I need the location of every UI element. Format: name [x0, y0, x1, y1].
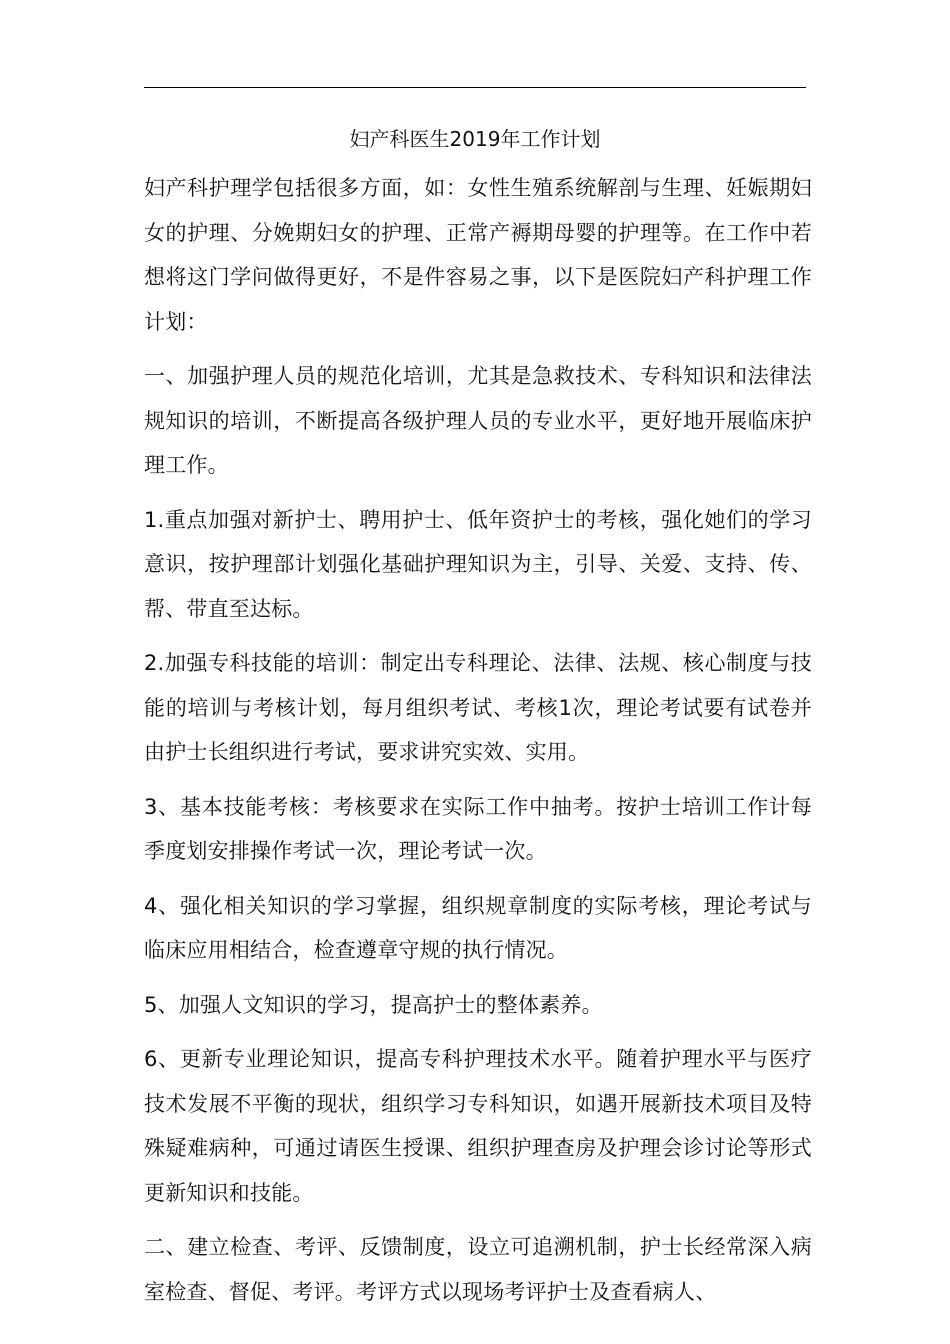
header-rule	[144, 87, 806, 88]
paragraph-item-4: 4、强化相关知识的学习掌握，组织规章制度的实际考核，理论考试与临床应用相结合，检查遵章守规的执行情况。	[144, 893, 812, 962]
paragraph-item-2: 2.加强专科技能的培训：制定出专科理论、法律、法规、核心制度与技能的培训与考核计划，每月组织考试、考核1次，理论考试要有试卷并由护士长组织进行考试，要求讲究实效、实用。	[144, 651, 812, 764]
document-title: 妇产科医生2019年工作计划	[349, 127, 601, 151]
paragraph-item-5: 5、加强人文知识的学习，提高护士的整体素养。	[144, 992, 603, 1017]
document-body	[144, 166, 812, 1324]
paragraph-item-6: 6、更新专业理论知识，提高专科护理技术水平。随着护理水平与医疗技术发展不平衡的现状，组织学习专科知识，如遇开展新技术项目及特殊疑难病种，可通过请医生授课、组织护理查房及护理会诊讨论等形式更新知识和技能。	[144, 1047, 812, 1205]
paragraph-section-1: 一、加强护理人员的规范化培训，尤其是急救技术、专科知识和法律法规知识的培训，不断提高各级护理人员的专业水平，更好地开展临床护理工作。	[144, 364, 812, 477]
paragraph-item-3: 3、基本技能考核：考核要求在实际工作中抽考。按护士培训工作计每季度划安排操作考试一次，理论考试一次。	[144, 794, 812, 863]
paragraph-item-1: 1.重点加强对新护士、聘用护士、低年资护士的考核，强化她们的学习意识，按护理部计划强化基础护理知识为主，引导、关爱、支持、传、帮、带直至达标。	[144, 507, 812, 621]
paragraph-section-2: 二、建立检查、考评、反馈制度，设立可追溯机制，护士长经常深入病室检查、督促、考评。考评方式以现场考评护士及查看病人、	[144, 1235, 812, 1304]
paragraph-intro: 妇产科护理学包括很多方面，如：女性生殖系统解剖与生理、妊娠期妇女的护理、分娩期妇女的护理、正常产褥期母婴的护理等。在工作中若想将这门学问做得更好，不是件容易之事，以下是医院妇产科护理工作计划：	[144, 176, 812, 334]
